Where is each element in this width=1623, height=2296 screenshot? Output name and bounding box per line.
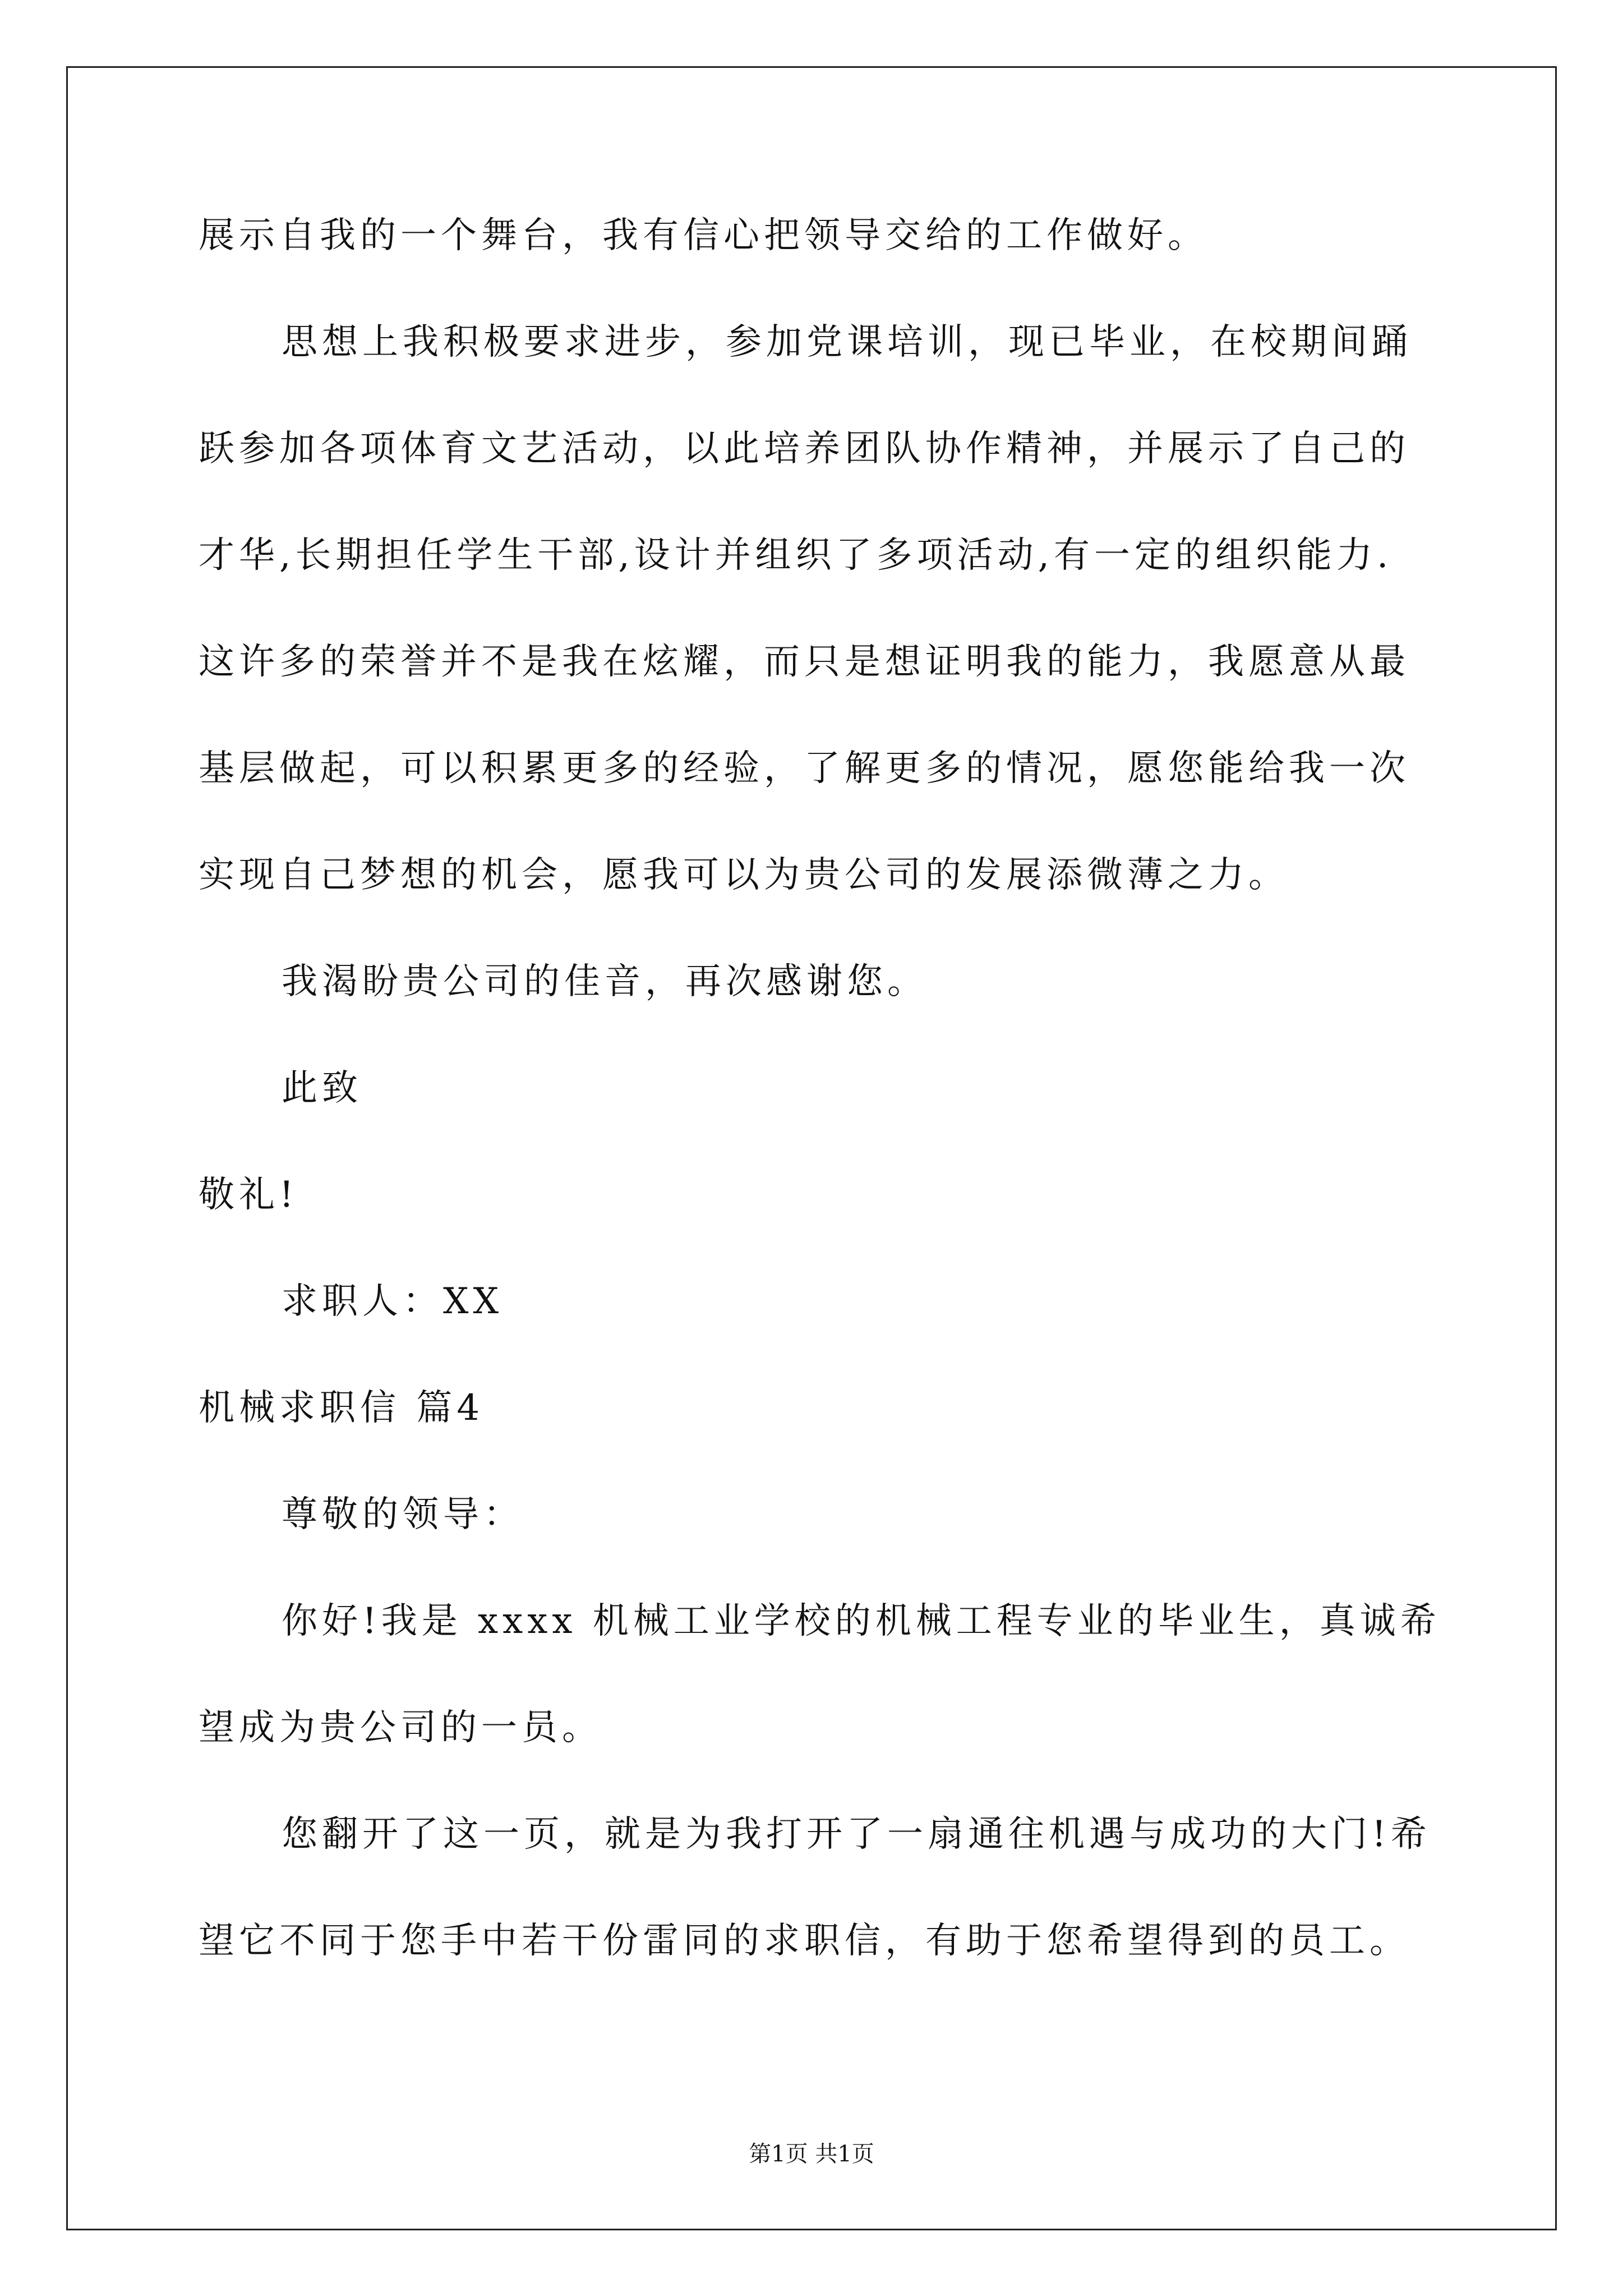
salutation-line: 敬礼!	[199, 1174, 298, 1216]
page-border	[66, 66, 1557, 2230]
paragraph-line: 思想上我积极要求进步，参加党课培训，现已毕业，在校期间踊	[282, 321, 1412, 363]
paragraph-line: 这许多的荣誉并不是我在炫耀，而只是想证明我的能力，我愿意从最	[199, 641, 1410, 683]
section-heading: 机械求职信 篇4	[199, 1387, 485, 1429]
signature-line: 求职人：XX	[282, 1281, 504, 1322]
paragraph-line: 我渴盼贵公司的佳音，再次感谢您。	[282, 961, 928, 1002]
paragraph-line: 实现自己梦想的机会，愿我可以为贵公司的发展添微薄之力。	[199, 854, 1289, 896]
paragraph-line: 您翻开了这一页，就是为我打开了一扇通往机遇与成功的大门!希	[282, 1814, 1431, 1855]
paragraph-line: 展示自我的一个舞台，我有信心把领导交给的工作做好。	[199, 215, 1208, 256]
paragraph-line: 才华,长期担任学生干部,设计并组织了多项活动,有一定的组织能力.	[199, 535, 1393, 576]
page-footer: 第1页 共1页	[749, 2141, 874, 2167]
greeting-line: 尊敬的领导：	[282, 1494, 524, 1535]
paragraph-line: 跃参加各项体育文艺活动，以此培养团队协作精神，并展示了自己的	[199, 428, 1410, 470]
paragraph-line: 基层做起，可以积累更多的经验，了解更多的情况，愿您能给我一次	[199, 748, 1410, 789]
paragraph-line: 你好!我是 xxxx 机械工业学校的机械工程专业的毕业生，真诚希	[282, 1600, 1441, 1642]
closing-line: 此致	[282, 1068, 362, 1109]
paragraph-line: 望它不同于您手中若干份雷同的求职信，有助于您希望得到的员工。	[199, 1920, 1410, 1962]
paragraph-line: 望成为贵公司的一员。	[199, 1707, 602, 1749]
